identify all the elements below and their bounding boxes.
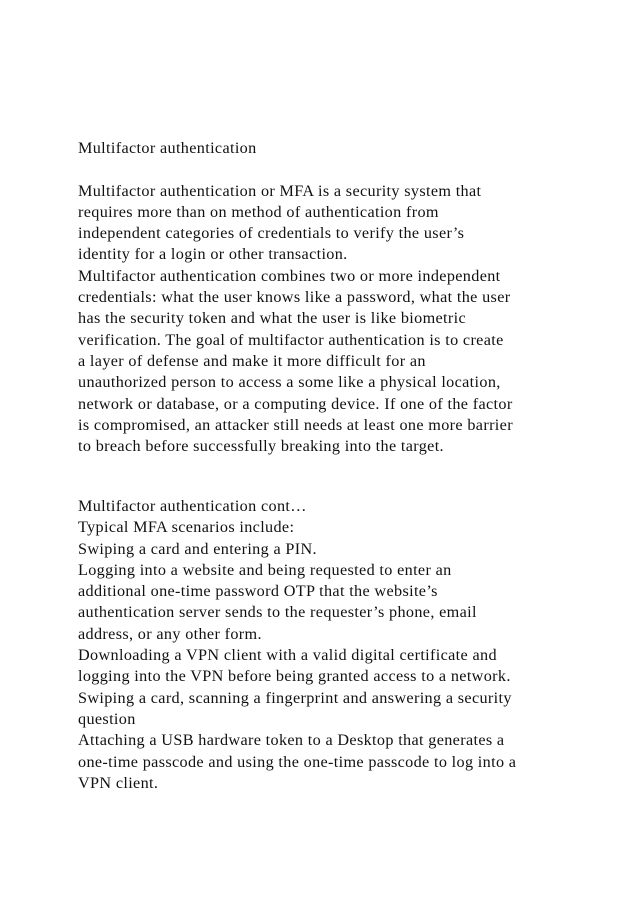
paragraph-line: credentials: what the user knows like a password, what the user	[78, 288, 511, 307]
paragraph-line: Typical MFA scenarios include:	[78, 518, 295, 537]
blank-line	[78, 159, 578, 180]
paragraph-line: verification. The goal of multifactor authentication is to create	[78, 330, 504, 349]
paragraph-line: identity for a login or other transaction.	[78, 245, 348, 264]
section-mfa-scenarios	[78, 496, 578, 794]
paragraph-line: Logging into a website and being requested to enter an	[78, 560, 452, 579]
paragraph-line: Swiping a card, scanning a fingerprint and answering a security	[78, 688, 512, 707]
paragraph-line: unauthorized person to access a some like a physical location,	[78, 373, 501, 392]
paragraph-line: network or database, or a computing device. If one of the factor	[78, 394, 513, 413]
paragraph-line: question	[78, 709, 136, 728]
paragraph-line: Multifactor authentication combines two or more independent	[78, 266, 501, 285]
section-title: Multifactor authentication	[78, 139, 257, 157]
paragraph-line: Downloading a VPN client with a valid digital certificate and	[78, 646, 497, 665]
paragraph-line: a layer of defense and make it more difficult for an	[78, 351, 426, 370]
paragraph-line: Swiping a card and entering a PIN.	[78, 539, 317, 558]
paragraph-line: is compromised, an attacker still needs at least one more barrier	[78, 415, 513, 434]
paragraph-line: logging into the VPN before being granted access to a network.	[78, 667, 511, 686]
paragraph-line: to breach before successfully breaking into the target.	[78, 437, 444, 456]
paragraph-line: one-time passcode and using the one-time passcode to log into a	[78, 752, 517, 771]
paragraph-line: requires more than on method of authentication from	[78, 202, 439, 221]
section-title: Multifactor authentication cont…	[78, 497, 307, 515]
paragraph-line: VPN client.	[78, 773, 159, 792]
paragraph-line: Attaching a USB hardware token to a Desktop that generates a	[78, 731, 505, 750]
paragraph-line: authentication server sends to the requester’s phone, email	[78, 603, 477, 622]
paragraph-line: independent categories of credentials to verify the user’s	[78, 224, 465, 243]
paragraph-line: has the security token and what the user is like biometric	[78, 309, 467, 328]
paragraph-line: address, or any other form.	[78, 624, 262, 643]
paragraph-line: additional one-time password OTP that the website’s	[78, 582, 438, 601]
paragraph-line: Multifactor authentication or MFA is a security system that	[78, 181, 482, 200]
section-mfa-overview	[78, 138, 578, 457]
